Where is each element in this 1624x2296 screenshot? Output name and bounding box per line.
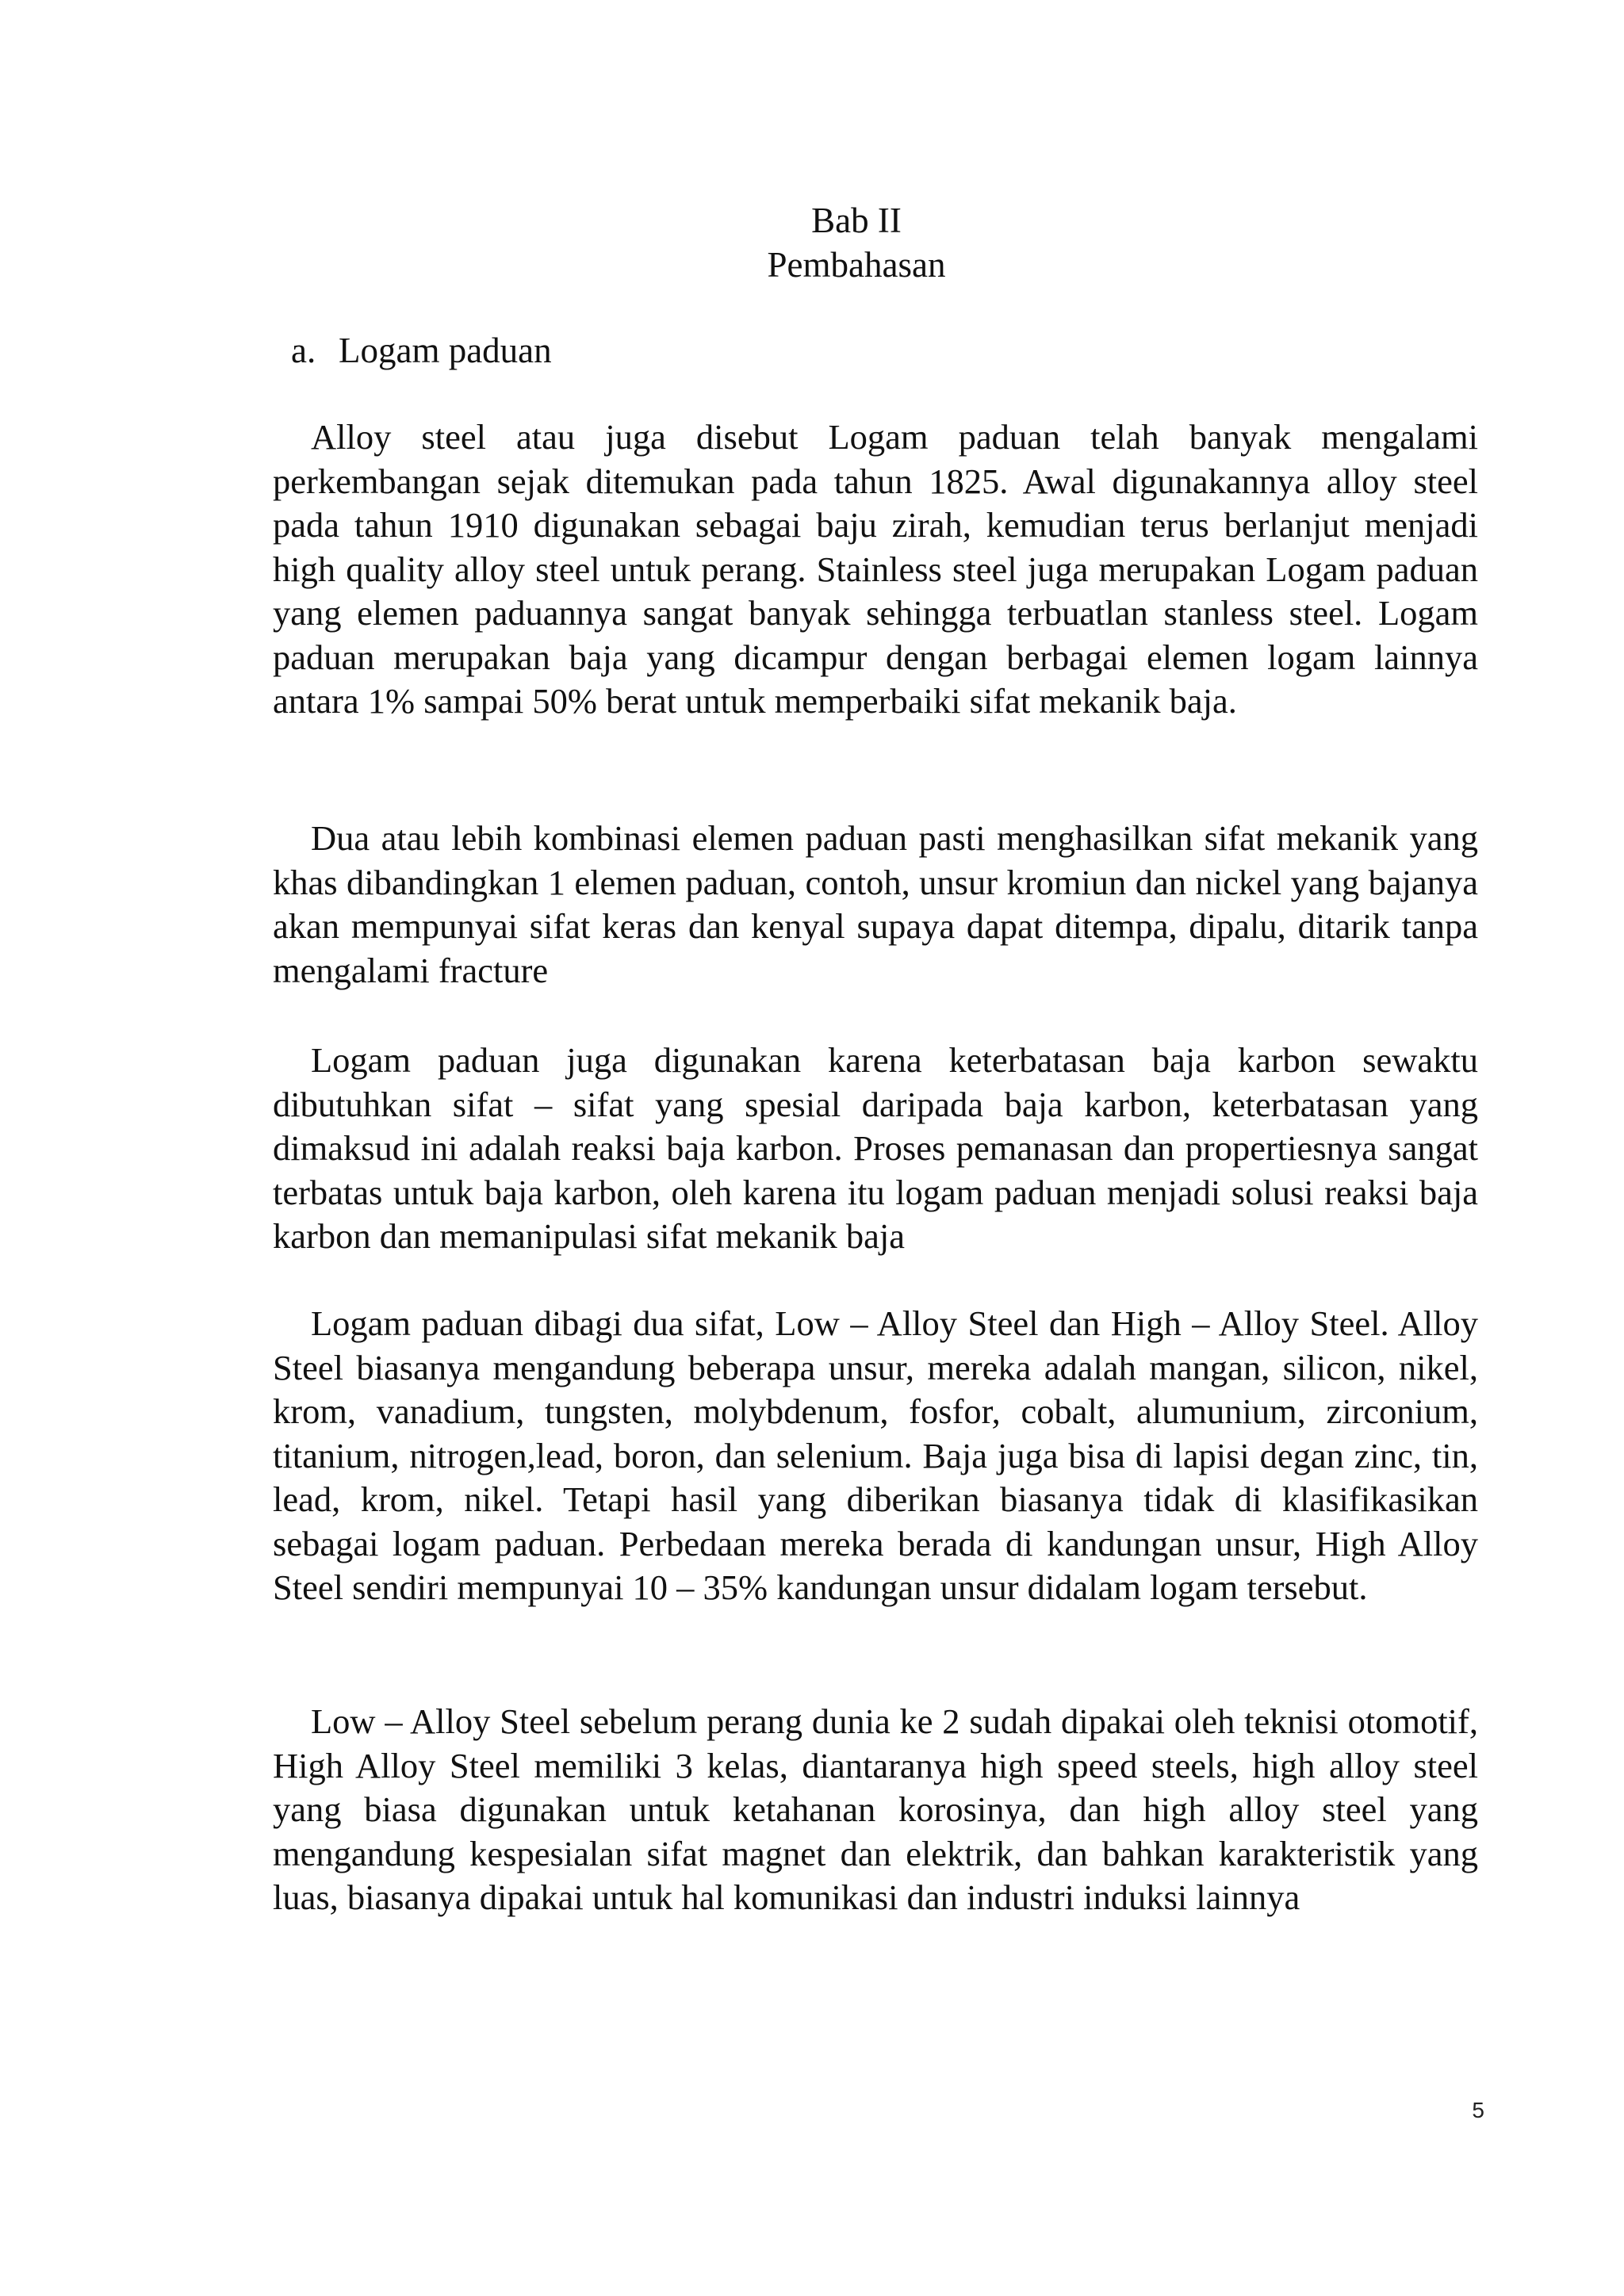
section-marker: a. — [291, 331, 316, 370]
paragraph-alloy-steel-history: Alloy steel atau juga disebut Logam paduan telah banyak mengalami perkembangan sejak ditemukan pada tahun 1825. Awal digunakannya alloy steel pada tahun 1910 digunakan sebagai baju zirah, kemudian terus berlanjut menjadi high quality alloy steel untuk perang. Stainless steel juga merupakan Logam paduan yang elemen paduannya sangat banyak sehingga terbuatlan stanless steel. Logam paduan merupakan baja yang dicampur dengan berbagai elemen logam lainnya antara 1% sampai 50% berat untuk memperbaiki sifat mekanik baja. — [273, 417, 1478, 721]
paragraph-element-combination: Dua atau lebih kombinasi elemen paduan pasti menghasilkan sifat mekanik yang khas dibandingkan 1 elemen paduan, contoh, unsur kromiun dan nickel yang bajanya akan mempunyai sifat keras dan kenyal supaya dapat ditempa, dipalu, ditarik tanpa mengalami fracture — [273, 818, 1478, 990]
paragraph-alloy-classification: Logam paduan dibagi dua sifat, Low – Alloy Steel dan High – Alloy Steel. Alloy Steel biasanya mengandung beberapa unsur, mereka adalah mangan, silicon, nikel, krom, vanadium, tungsten, molybdenum, fosfor, cobalt, alumunium, zirconium, titanium, nitrogen,lead, boron, dan selenium. Baja juga bisa di lapisi degan zinc, tin, lead, krom, nikel. Tetapi hasil yang diberikan biasanya tidak di klasifikasikan sebagai logam paduan. Perbedaan mereka berada di kandungan unsur, High Alloy Steel sendiri mempunyai 10 – 35% kandungan unsur didalam logam tersebut. — [273, 1303, 1478, 1607]
paragraph-alloy-usage: Low – Alloy Steel sebelum perang dunia ke 2 sudah dipakai oleh teknisi otomotif, High Alloy Steel memiliki 3 kelas, diantaranya high speed steels, high alloy steel yang biasa digunakan untuk ketahanan korosinya, dan high alloy steel yang mengandung kespesialan sifat magnet dan elektrik, dan bahkan karakteristik yang luas, biasanya dipakai untuk hal komunikasi dan industri induksi lainnya — [273, 1701, 1478, 1917]
section-heading — [291, 328, 552, 373]
page-number: 5 — [1472, 2098, 1484, 2122]
chapter-number: Bab II — [811, 201, 902, 240]
paragraph-carbon-steel-limitations: Logam paduan juga digunakan karena keterbatasan baja karbon sewaktu dibutuhkan sifat – sifat yang spesial daripada baja karbon, keterbatasan yang dimaksud ini adalah reaksi baja karbon. Proses pemanasan dan propertiesnya sangat terbatas untuk baja karbon, oleh karena itu logam paduan menjadi solusi reaksi baja karbon dan memanipulasi sifat mekanik baja — [273, 1040, 1478, 1256]
section-title: Logam paduan — [339, 331, 552, 370]
chapter-title: Pembahasan — [767, 245, 946, 285]
